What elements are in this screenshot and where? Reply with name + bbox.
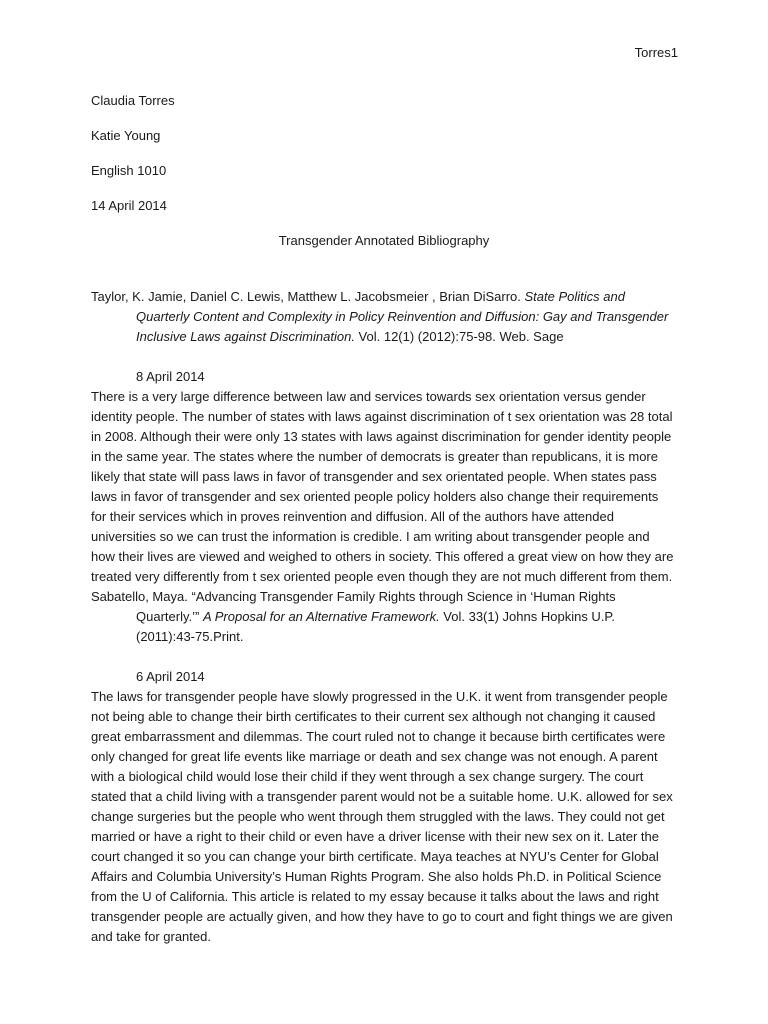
heading-author: Claudia Torres: [91, 93, 175, 108]
citation-authors: Sabatello, Maya. “Advancing Transgender Family Rights through Science in ‘Human Rights Quarterly.’”: [91, 589, 616, 624]
annotation-date: 8 April 2014: [136, 369, 205, 384]
heading-instructor: Katie Young: [91, 128, 161, 143]
citation-authors: Taylor, K. Jamie, Daniel C. Lewis, Matthew L. Jacobsmeier , Brian DiSarro.: [91, 289, 525, 304]
annotation-text: There is a very large difference between law and services towards sex orientation versus gender identity people. The number of states with laws against discrimination of t sex orientation was 28 total in 2008. Although their were only 13 states with laws against discrimination for gender identity people in the same year. The states where the number of democrats is greater than republicans, it is more likely that state will pass laws in favor of transgender and sex orientated people. When states pass laws in favor of transgender and sex oriented people policy holders also change their requirements for their services which in proves reinvention and diffusion. All of the authors have attended universities so we can trust the information is credible. I am writing about transgender people and how their lives are viewed and weighed to others in society. This offered a great view on how they are treated very differently from t sex oriented people even though they are not much different from them.: [91, 389, 674, 584]
bibliography-body: [91, 287, 677, 947]
heading-date: 14 April 2014: [91, 198, 167, 213]
annotation-date: 6 April 2014: [136, 669, 205, 684]
document-title: Transgender Annotated Bibliography: [278, 233, 490, 248]
citation-publication: Vol. 33(1) Johns Hopkins U.P. (2011):43-75.Print.: [136, 609, 616, 644]
heading-course: English 1010: [91, 163, 167, 178]
citation-subtitle: : Gay and Transgender Inclusive Laws against Discrimination.: [136, 309, 669, 344]
bibliography-entry: [91, 287, 677, 587]
mla-heading: [91, 92, 677, 232]
page-header-label: Torres1: [634, 45, 678, 60]
citation: [91, 287, 677, 347]
citation: [91, 587, 677, 647]
citation-title: A Proposal for an Alternative Framework.: [202, 609, 440, 624]
citation-publication: Vol. 12(1) (2012):75-98. Web. Sage: [354, 329, 564, 344]
citation-title: State Politics and Quarterly Content and Complexity in Policy Reinvention and Diffusion: [136, 289, 625, 324]
annotation-text: The laws for transgender people have slowly progressed in the U.K. it went from transgender people not being able to change their birth certificates to their current sex although not changing it caused great embarrassment and dilemmas. The court ruled not to change it because birth certificates were only changed for great life events like marriage or death and sex change was not enough. A parent with a biological child would lose their child if they went through a sex change surgery. The court stated that a child living with a transgender parent would not be a suitable home. U.K. allowed for sex change surgeries but the people who went through them struggled with the laws. They could not get married or have a right to their child or even have a driver license with their new sex on it. Later the court changed it so you can change your birth certificate. Maya teaches at NYU’s Center for Global Affairs and Columbia University’s Human Rights Program. She also holds Ph.D. in Political Science from the U of California. This article is related to my essay because it talks about the laws and right transgender people are actually given, and how they have to go to court and fight things we are given and take for granted.: [91, 689, 673, 944]
bibliography-entry: [91, 587, 677, 947]
